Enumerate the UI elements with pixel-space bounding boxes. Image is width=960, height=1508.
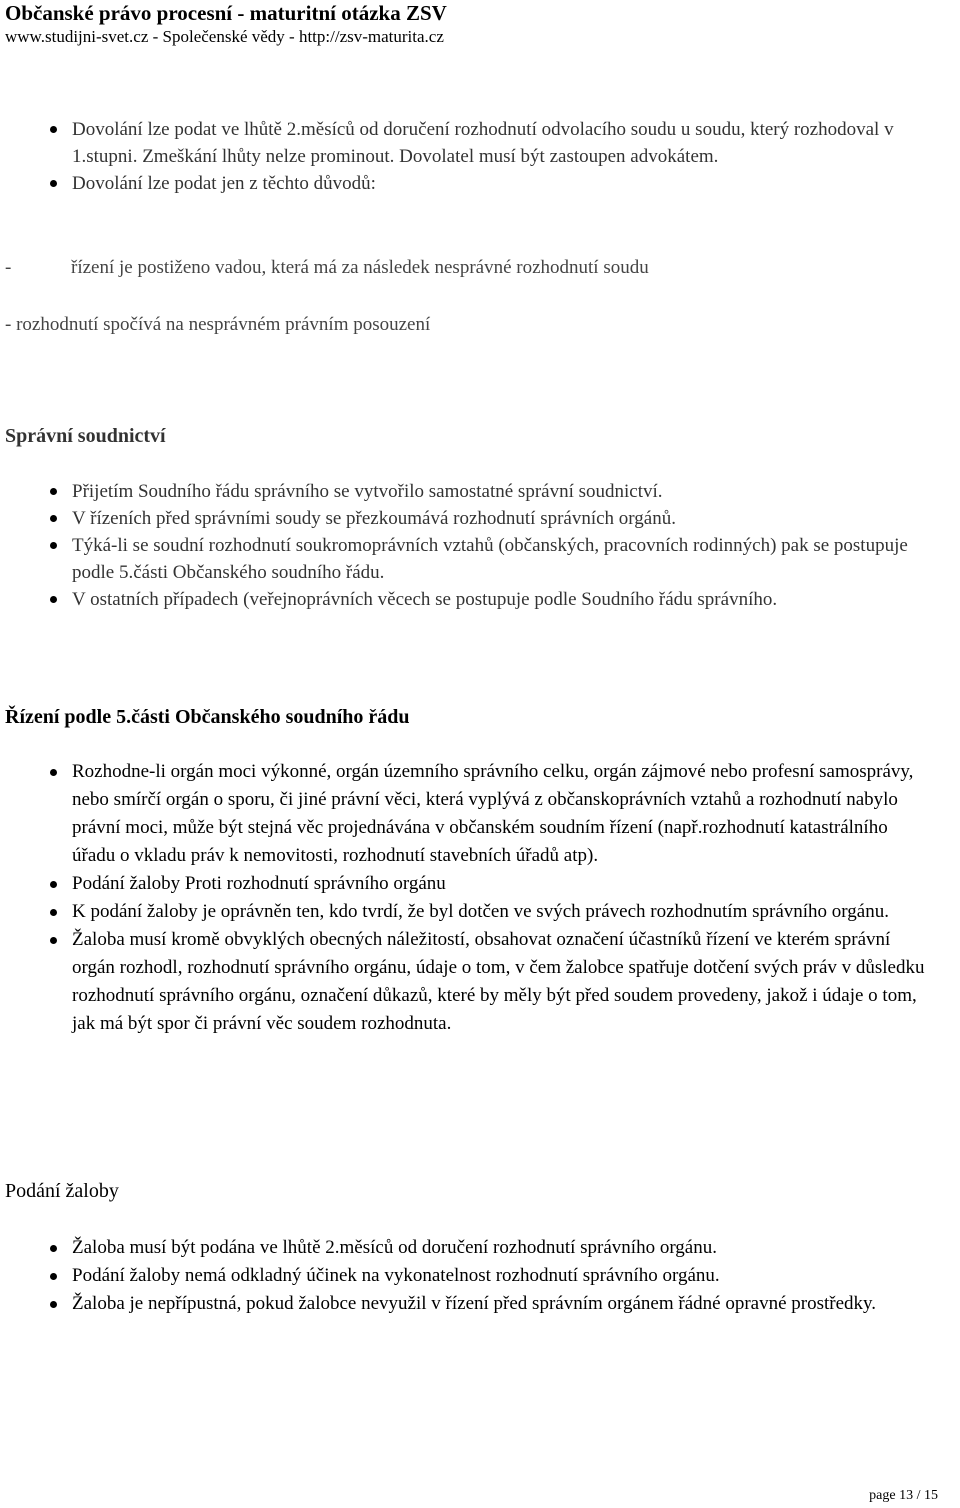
document-source-line: www.studijni-svet.cz - Společenské vědy - http://zsv-maturita.cz	[5, 27, 444, 46]
dash-marker: -	[5, 257, 12, 278]
list-item: Dovolání lze podat jen z těchto důvodů:	[50, 170, 910, 197]
rizeni-list	[50, 758, 932, 1038]
section-heading-podani-zaloby: Podání žaloby	[5, 1180, 119, 1202]
list-item: Žaloba je nepřípustná, pokud žalobce nevyužil v řízení před správním orgánem řádné opravné prostředky.	[50, 1290, 910, 1318]
dovolani-list	[50, 116, 910, 197]
section-heading-rizeni: Řízení podle 5.části Občanského soudního řádu	[5, 706, 410, 728]
section-heading-spravni-soudnictvi: Správní soudnictví	[5, 425, 166, 447]
podani-zaloby-list	[50, 1234, 910, 1318]
list-item: Přijetím Soudního řádu správního se vytvořilo samostatné správní soudnictví.	[50, 478, 910, 505]
reason-text: - rozhodnutí spočívá na nesprávném právním posouzení	[5, 314, 431, 335]
reason-item-1	[5, 256, 649, 280]
list-item: Žaloba musí kromě obvyklých obecných náležitostí, obsahovat označení účastníků řízení ve kterém správní orgán rozhodl, rozhodnutí správního orgánu, údaje o tom, v čem žalobce spatřuje dotčení svých práv v důsledku rozhodnutí správního orgánu, označení důkazů, které by měly být před soudem provedeny, jakož i údaje o tom, jak má být spor či právní věc soudem rozhodnuta.	[50, 926, 932, 1038]
spravni-soudnictvi-list	[50, 478, 910, 613]
document-title: Občanské právo procesní - maturitní otázka ZSV	[5, 1, 447, 25]
list-item: Podání žaloby nemá odkladný účinek na vykonatelnost rozhodnutí správního orgánu.	[50, 1262, 910, 1290]
list-item: Dovolání lze podat ve lhůtě 2.měsíců od doručení rozhodnutí odvolacího soudu u soudu, který rozhodoval v 1.stupni. Zmeškání lhůty nelze prominout. Dovolatel musí být zastoupen advokátem.	[50, 116, 910, 170]
reason-text: řízení je postiženo vadou, která má za následek nesprávné rozhodnutí soudu	[71, 257, 649, 278]
list-item: Týká-li se soudní rozhodnutí soukromoprávních vztahů (občanských, pracovních rodinných) pak se postupuje podle 5.části Občanského soudního řádu.	[50, 532, 910, 586]
list-item: K podání žaloby je oprávněn ten, kdo tvrdí, že byl dotčen ve svých právech rozhodnutím správního orgánu.	[50, 898, 932, 926]
list-item: Žaloba musí být podána ve lhůtě 2.měsíců od doručení rozhodnutí správního orgánu.	[50, 1234, 910, 1262]
list-item: V ostatních případech (veřejnoprávních věcech se postupuje podle Soudního řádu správního.	[50, 586, 910, 613]
page-header	[5, 0, 447, 48]
reason-item-2	[5, 313, 430, 337]
list-item: Podání žaloby Proti rozhodnutí správního orgánu	[50, 870, 932, 898]
list-item: Rozhodne-li orgán moci výkonné, orgán územního správního celku, orgán zájmové nebo profesní samosprávy, nebo smírčí orgán o sporu, či jiné právní věci, která vyplývá z občanskoprávních vztahů a rozhodnutí nabylo právní moci, může být stejná věc projednávána v občanském soudním řízení (např.rozhodnutí katastrálního úřadu o vkladu práv k nemovitosti, rozhodnutí stavebních úřadů atp).	[50, 758, 932, 870]
list-item: V řízeních před správními soudy se přezkoumává rozhodnutí správních orgánů.	[50, 505, 910, 532]
page-number: page 13 / 15	[869, 1488, 938, 1503]
